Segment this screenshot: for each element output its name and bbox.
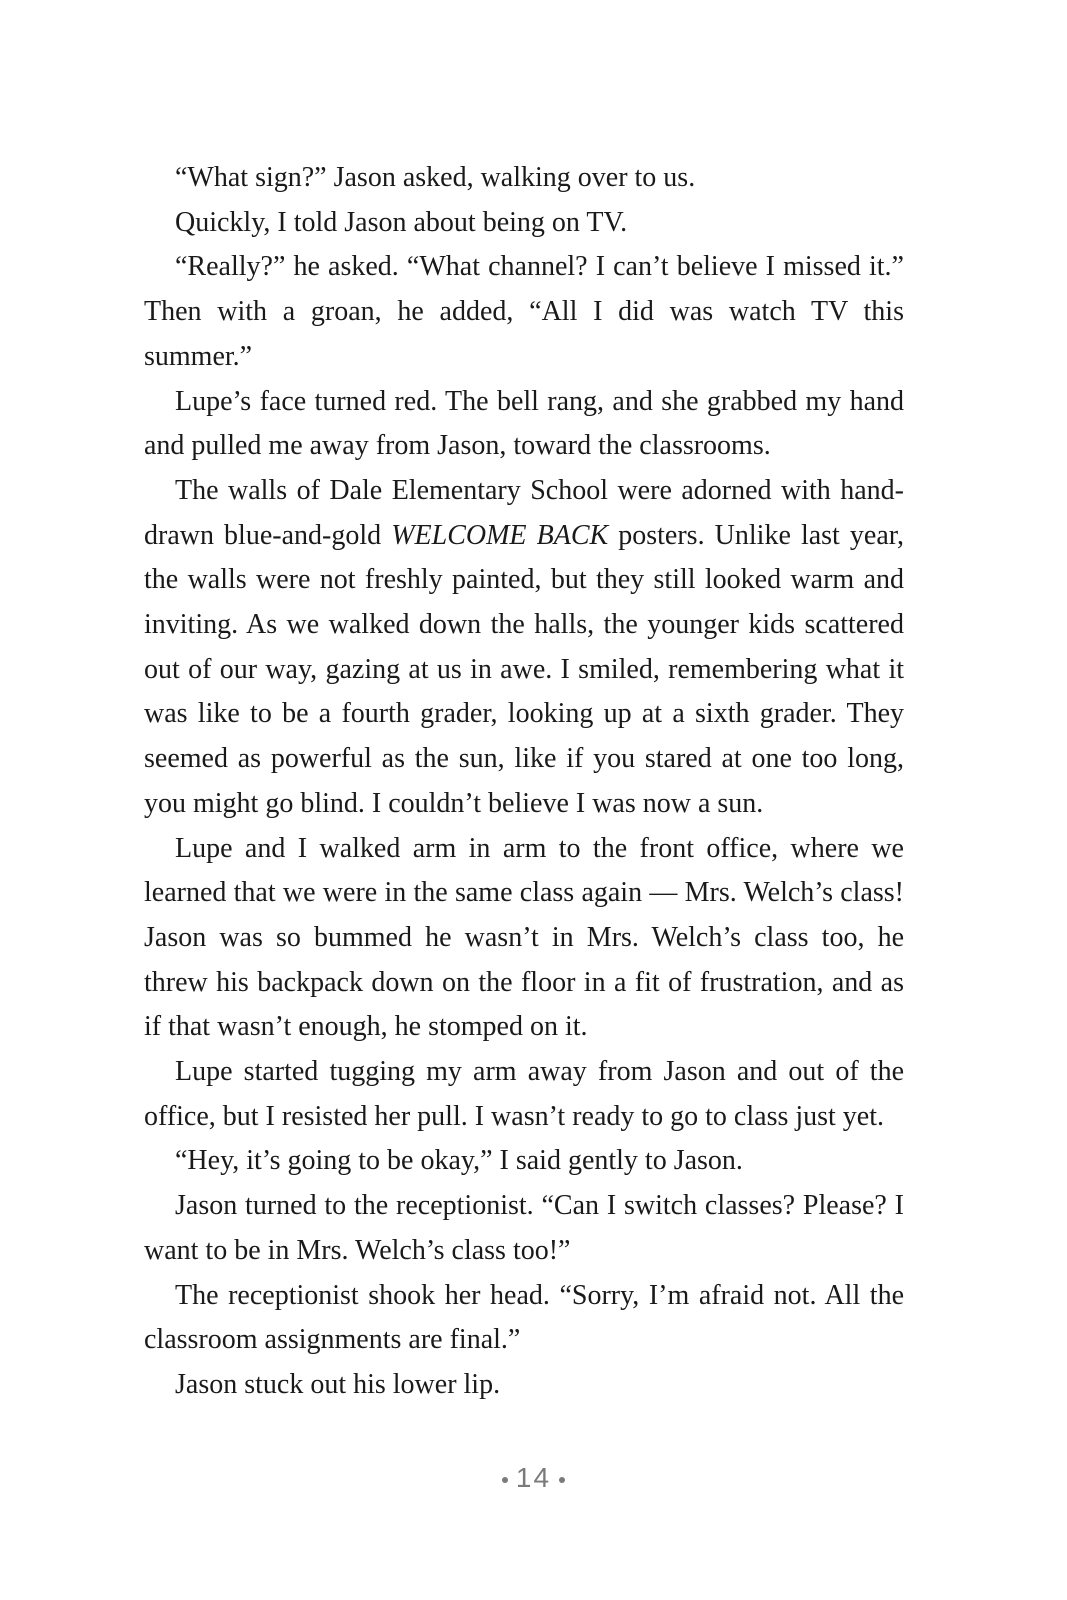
paragraph: Jason stuck out his lower lip. bbox=[175, 1368, 501, 1400]
paragraph: Jason turned to the receptionist. “Can I switch classes? Please? I want to be in Mrs. Welch’s class too!” bbox=[144, 1190, 904, 1266]
paragraph-text: posters. Unlike last year, the walls were not freshly painted, but they still looked warm and inviting. As we walked down the halls, the younger kids scattered out of our way, gazing at us in awe. I smiled, remembering what it was like to be a fourth grader, looking up at a sixth grader. They seemed as powerful as the sun, like if you stared at one too long, you might go blind. I couldn’t believe I was now a sun. bbox=[144, 519, 904, 819]
bullet-dot-icon bbox=[559, 1477, 565, 1483]
body-text bbox=[144, 156, 904, 1408]
paragraph: “What sign?” Jason asked, walking over to us. bbox=[175, 162, 696, 193]
page-number bbox=[0, 1462, 1067, 1494]
paragraph: Lupe started tugging my arm away from Jason and out of the office, but I resisted her pull. I wasn’t ready to go to class just yet. bbox=[144, 1056, 904, 1132]
paragraph: Lupe and I walked arm in arm to the front office, where we learned that we were in the same class again — Mrs. Welch’s class! Jason was so bummed he wasn’t in Mrs. Welch’s class too, he threw his backpack down on the floor in a fit of frustration, and as if that wasn’t enough, he stomped on it. bbox=[144, 832, 904, 1043]
emphasized-text: WELCOME BACK bbox=[391, 519, 609, 551]
paragraph: The receptionist shook her head. “Sorry, I’m afraid not. All the classroom assignments are final.” bbox=[144, 1279, 904, 1356]
paragraph: “Really?” he asked. “What channel? I can’t believe I missed it.” Then with a groan, he added, “All I did was watch TV this summer.” bbox=[144, 251, 904, 372]
page-number-value: 14 bbox=[515, 1462, 552, 1493]
paragraph-text: The walls of Dale Elementary School were adorned with hand-drawn blue-and-gold bbox=[144, 474, 904, 551]
bullet-dot-icon bbox=[502, 1477, 508, 1483]
paragraph: Quickly, I told Jason about being on TV. bbox=[175, 206, 628, 238]
paragraph-walls bbox=[144, 469, 904, 827]
paragraph: Lupe’s face turned red. The bell rang, and she grabbed my hand and pulled me away from Jason, toward the classrooms. bbox=[144, 385, 904, 462]
paragraph: “Hey, it’s going to be okay,” I said gently to Jason. bbox=[175, 1145, 743, 1177]
